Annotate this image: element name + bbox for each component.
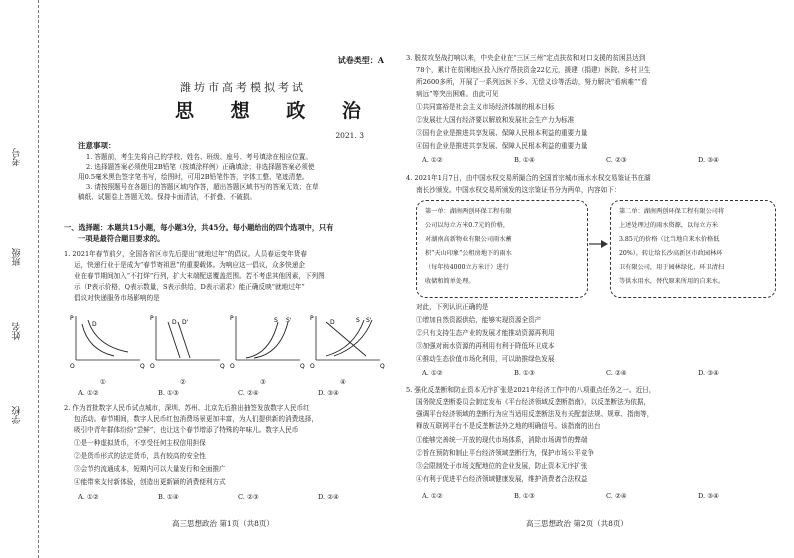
svg-text:D: D (92, 321, 97, 328)
banji-field: 班级 (12, 248, 23, 266)
q2-options (78, 493, 398, 501)
svg-text:Q: Q (300, 363, 305, 370)
box2-line: 第二单：湖南两创环保工程有限公司将 (619, 208, 725, 215)
q4-after: 对此，下列认识正确的是 (416, 303, 489, 311)
q5-option-c[interactable]: C. ②④ (606, 492, 627, 500)
q3-option-b[interactable]: B. ①④ (514, 156, 535, 164)
q4-option-c[interactable]: C. ②④ (606, 369, 627, 377)
svg-text:S: S (274, 317, 278, 324)
box1-line: 积“天山印象”公租房地下的雨水 (425, 250, 512, 257)
q3-line: 78个，累计在贫困地区投入医疗帮扶资金22亿元，援建（捐建）医院、乡村卫生 (416, 66, 651, 74)
svg-text:S: S (356, 317, 360, 324)
q2-item: ①是一种虚拟货币，不享受任何主权信用担保 (74, 439, 206, 447)
q2-line: 吸引中青年群体纷纷“尝鲜”，也让这个春节增添了特殊的年味儿。数字人民币 (74, 426, 299, 434)
supply-demand-graphs (70, 312, 385, 374)
svg-text:P: P (230, 315, 234, 322)
q2-option-b[interactable]: B. ①④ (158, 493, 179, 501)
notice-line: 2. 选择题答案必须使用2B铅笔（按填涂样例）正确填涂；非选择题答案必须使 (86, 163, 315, 171)
q5-line: 国务院反垄断委员会制定发布《平台经济领域反垄断指南》，以反垄断法为依据， (416, 398, 651, 406)
q5-options (422, 492, 790, 500)
q3-option-a[interactable]: A. ①② (422, 156, 443, 164)
q2-item: ②是货币形式的法定货币，具有较高的安全性 (74, 452, 206, 460)
svg-text:P: P (70, 315, 74, 322)
box2-line: 20%），转让给长沙高新区市政园林环 (619, 250, 723, 257)
box1-line: 收储和简单处理。 (425, 278, 475, 285)
graph-label: ① (100, 378, 106, 386)
notice-title: 注意事项： (78, 141, 116, 150)
svg-text:Q: Q (380, 363, 385, 370)
q3-option-d[interactable]: D. ③④ (698, 156, 720, 164)
transaction-box-1 (416, 200, 588, 298)
binding-line (38, 0, 39, 558)
xingming-field: 姓名 (12, 322, 23, 340)
q3-line: 所2600多所，开展了一系列远医下乡、无偿义诊等活动，努力解决“看病难”“看 (416, 78, 648, 86)
box1-line: 对湖南高新物业有限公司雨水蓄 (425, 236, 512, 243)
svg-text:S': S' (286, 317, 292, 324)
q3-item: ④国有企业是推进共享发展、保障人民根本利益的重要力量 (416, 142, 588, 150)
box2-line: 等供水用水，替代原来所用的自来水。 (619, 278, 725, 285)
svg-text:S': S' (366, 317, 372, 324)
graph-labels (100, 378, 420, 386)
q3-item: ③国有企业是推进共享发展、保障人民根本利益的重要力量 (416, 129, 588, 137)
q5-item: ①能够完善统一开放的现代市场体系，消除市场调节的弊端 (416, 436, 588, 444)
q4-line: 南长沙颁发。中国水权交易所颁发的这宗鉴证书分为两单，内容如下： (416, 186, 621, 194)
q4-option-a[interactable]: A. ①② (422, 369, 443, 377)
q1-option-a[interactable]: A. ①② (78, 389, 99, 397)
q4-option-d[interactable]: D. ③④ (698, 369, 720, 377)
q5-option-a[interactable]: A. ①② (422, 492, 443, 500)
q5-line: 5. 强化反垄断和防止资本无序扩张是2021年经济工作中的八项重点任务之一。近日， (406, 386, 656, 394)
graph-1 (70, 315, 145, 370)
transaction-box-2 (610, 200, 776, 298)
q1-line: 倡议对快递服务市场影响的是 (74, 294, 160, 302)
q2-option-c[interactable]: C. ②③ (238, 493, 259, 501)
q3-item: ①共同富裕是社会主义市场经济体制的根本目标 (416, 103, 555, 111)
q5-line: 强调平台经济领域的垄断行为应当适用反垄断法及有关配套法规、规章、指南等， (416, 410, 654, 418)
q4-item: ②只有支持生态产业的发展才能推动资源再利用 (416, 329, 555, 337)
svg-text:Q: Q (140, 363, 145, 370)
graph-2 (150, 315, 225, 370)
box2-line: 卫有限公司，用于园林绿化、环卫清扫 (619, 264, 725, 271)
box1-line: 公司以每立方米0.7元的价格， (425, 222, 510, 229)
arrow-right-icon (588, 238, 610, 250)
q1-line: 1. 2021年春节前夕，全国各省区市先后提出“就地过年”的倡议。人员春运变年货春 (64, 250, 307, 258)
svg-text:O: O (310, 363, 315, 370)
q3-line: 3. 脱贫攻坚战打响以来，中央企业在“三区三州”定点扶贫和对口支援的贫困县达到 (406, 54, 646, 62)
graph-label: ② (180, 378, 186, 386)
q5-option-d[interactable]: D. ③④ (698, 492, 720, 500)
binding-margin (0, 0, 58, 558)
graph-4 (310, 315, 385, 370)
q1-option-c[interactable]: C. ②④ (238, 389, 259, 397)
q2-option-d[interactable]: D. ②④ (318, 493, 340, 501)
svg-text:D: D (172, 319, 177, 326)
svg-text:O: O (70, 363, 75, 370)
q2-item: ④能带来支付新体验，创造出更新颖的消费便利方式 (74, 478, 226, 486)
q4-item: ①增加自然资源供给，能够实现资源全资产 (416, 316, 542, 324)
q4-item: ③加强对雨水资源的再利用有利于降低环卫成本 (416, 342, 555, 350)
q1-option-b[interactable]: B. ①③ (158, 389, 179, 397)
q4-options (422, 369, 790, 377)
exam-date: 2021. 3 (335, 131, 364, 140)
subject-title: 思 想 政 治 (175, 100, 376, 122)
box1-line: （每年按4000立方米计）进行 (425, 264, 509, 271)
q1-options (78, 389, 398, 397)
q4-item: ④推动生态价值市场化利用，可以助推绿色发展 (416, 355, 555, 363)
q2-option-a[interactable]: A. ①② (78, 493, 99, 501)
q3-option-c[interactable]: C. ②③ (606, 156, 627, 164)
q1-line: 运，快递行业于是成为“春节寄祖思”的重要载体。为响应这一倡议，众多快递企 (74, 261, 305, 269)
notice-line: 稿纸、试题卷上答题无效。保持卡面清洁，不折叠、不破损。 (78, 193, 257, 201)
box2-line: 上述处理过的雨水资源，以每立方米 (619, 222, 718, 229)
footer-right: 高三思想政治 第2页（共8页） (526, 519, 628, 528)
q3-item: ②发展壮大国有经济要以解放和发展社会生产力为标准 (416, 116, 575, 124)
exam-type: 试卷类型：A (337, 55, 384, 65)
graph-label: ④ (340, 378, 346, 386)
exam-title: 潍坊市高考模拟考试 (180, 81, 306, 94)
section-heading: 一、选择题：本题共15小题，每小题3分，共45分。每小题给出的四个选项中，只有 (64, 223, 334, 232)
box1-line: 第一单：湖南两创环保工程有限 (425, 208, 512, 215)
svg-text:P: P (310, 315, 314, 322)
notice-line: 3. 请按照题号在各题目的答题区域内作答，超出答题区域书写的答案无效；在草 (86, 183, 319, 191)
svg-text:D: D (330, 319, 335, 326)
q3-options (422, 156, 790, 164)
svg-text:O: O (230, 363, 235, 370)
q3-line: 病远”等突出困难。由此可见 (416, 90, 499, 98)
q2-line: 包活动。春节期间，数字人民币红包消费场景更加丰富，为人们提供新的消费选择， (74, 415, 318, 423)
graph-3 (230, 315, 305, 370)
q5-option-b[interactable]: B. ①③ (514, 492, 535, 500)
q2-line: 2. 作为首批数字人民币试点城市，深圳、苏州、北京先后推出抽签发放数字人民币红 (64, 404, 310, 412)
q4-option-b[interactable]: B. ①③ (514, 369, 535, 377)
q4-line: 4. 2021年1月7日，由中国水权交易所撮合的全国首宗城市雨水水权交易鉴证书在湖 (406, 174, 651, 182)
graph-label: ③ (260, 378, 266, 386)
footer-left: 高三思想政治 第1页（共8页） (172, 519, 274, 528)
notice-line: 用0.5毫米黑色签字笔书写，绘图时，可用2B铅笔作答，字体工整、笔迹清楚。 (78, 173, 309, 181)
svg-text:O: O (150, 363, 155, 370)
section-heading-cont: 一项是最符合题目要求的。 (78, 234, 165, 243)
right-column (400, 0, 784, 558)
q2-item: ③会节约流通成本，短期内可以大量发行和全面推广 (74, 465, 226, 473)
kaohao-field: 考号 (12, 148, 23, 166)
notice-line: 1. 答题前，考生先将自己的学校、姓名、班级、座号、考号填涂在相应位置。 (86, 153, 312, 161)
q1-option-d[interactable]: D. ③④ (318, 389, 340, 397)
q5-item: ③会限制处于市场支配地位的企业发展，防止资本无序扩张 (416, 462, 588, 470)
left-column (60, 0, 390, 558)
q5-item: ④有利于促进平台经济领域健康发展，维护消费者合法权益 (416, 475, 588, 483)
q1-line: 示（P表示价格，Q表示数量，S表示供给，D表示需求）能正确反映“就地过年” (74, 283, 305, 291)
box2-line: 3.85元的价格（比当地自来水价格低 (619, 236, 720, 243)
xuexiao-field: 学校 (12, 406, 23, 424)
q5-line: 释放互联网平台不是反垄断法外之地的明确信号。该指南的出台 (416, 422, 601, 430)
q1-line: 业在春节期间加入“不打烊”行列，扩大末端配送覆盖范围。若不考虑其他因素，下列图 (74, 272, 325, 280)
svg-text:P: P (150, 315, 154, 322)
svg-text:Q: Q (220, 363, 225, 370)
svg-text:D': D' (182, 319, 189, 326)
q5-item: ②旨在预防和制止平台经济领域垄断行为，保护市场公平竞争 (416, 449, 595, 457)
